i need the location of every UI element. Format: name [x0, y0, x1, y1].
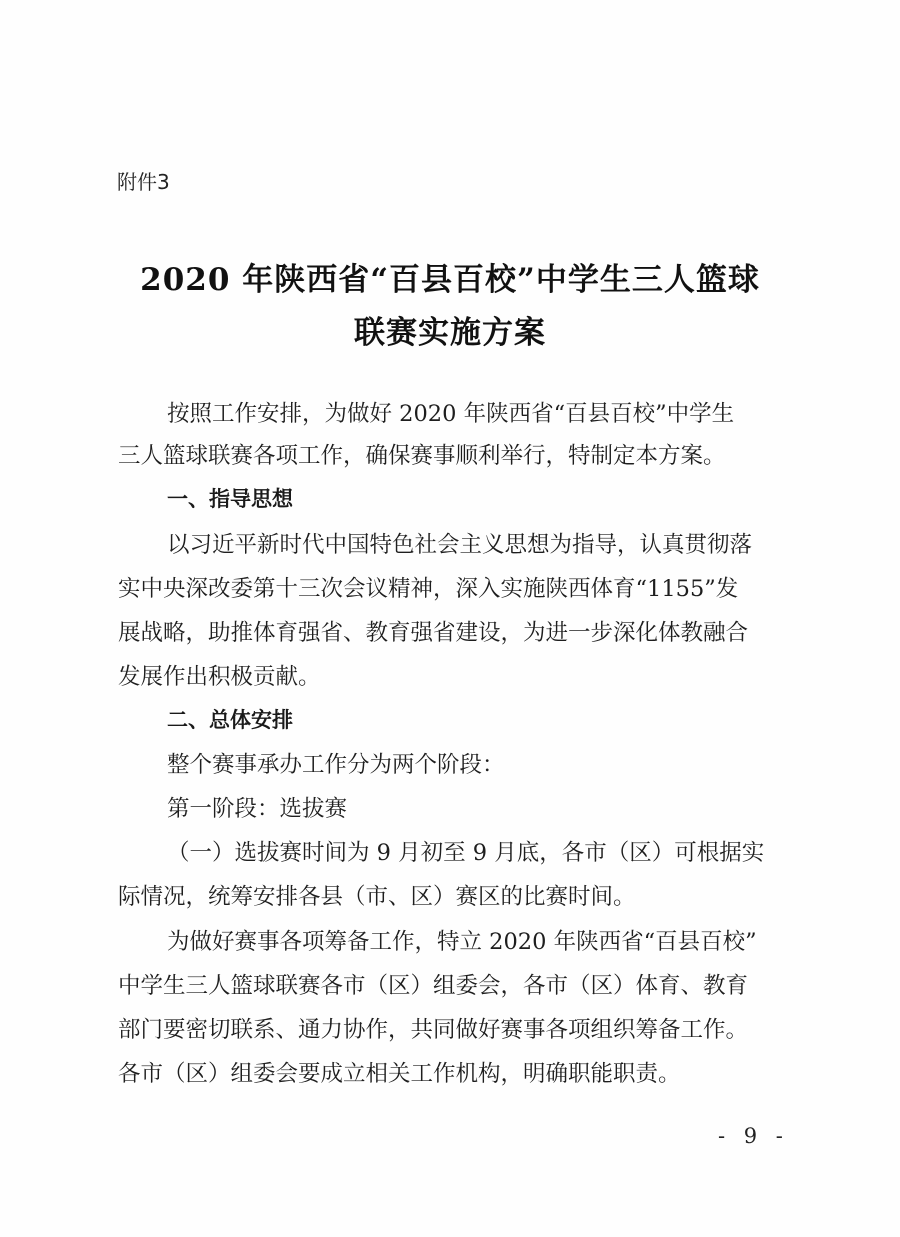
section-2-paragraph-1: 整个赛事承办工作分为两个阶段： — [167, 752, 505, 778]
intro-line-2: 三人篮球联赛各项工作，确保赛事顺利举行，特制定本方案。 — [118, 443, 726, 469]
item-1-line-2: 际情况，统筹安排各县（市、区）赛区的比赛时间。 — [118, 884, 636, 910]
document-title-line-1: 2020 年陕西省“百县百校”中学生三人篮球 — [140, 262, 760, 298]
stage-1-label: 第一阶段：选拔赛 — [167, 796, 348, 822]
section-2-paragraph-2-line-4: 各市（区）组委会要成立相关工作机构，明确职能职责。 — [118, 1061, 681, 1087]
section-2-paragraph-2-line-1: 为做好赛事各项筹备工作，特立 2020 年陕西省“百县百校” — [167, 929, 757, 955]
item-1-line-1: （一）选拔赛时间为 9 月初至 9 月底，各市（区）可根据实 — [167, 840, 765, 866]
intro-line-1: 按照工作安排，为做好 2020 年陕西省“百县百校”中学生 — [167, 401, 735, 427]
section-2-heading: 二、总体安排 — [167, 708, 293, 732]
section-1-heading: 一、指导思想 — [167, 487, 293, 511]
section-2-paragraph-2-line-2: 中学生三人篮球联赛各市（区）组委会，各市（区）体育、教育 — [118, 973, 749, 999]
section-2-paragraph-2-line-3: 部门要密切联系、通力协作，共同做好赛事各项组织筹备工作。 — [118, 1017, 749, 1043]
section-1-line-1: 以习近平新时代中国特色社会主义思想为指导，认真贯彻落 — [167, 532, 753, 558]
document-title-line-2: 联赛实施方案 — [354, 315, 546, 351]
page-number: - 9 - — [718, 1124, 789, 1148]
section-1-line-2: 实中央深改委第十三次会议精神，深入实施陕西体育“1155”发 — [118, 576, 739, 602]
attachment-label: 附件3 — [117, 170, 170, 194]
section-1-line-3: 展战略，助推体育强省、教育强省建设，为进一步深化体教融合 — [118, 620, 749, 646]
section-1-line-4: 发展作出积极贡献。 — [118, 664, 321, 690]
